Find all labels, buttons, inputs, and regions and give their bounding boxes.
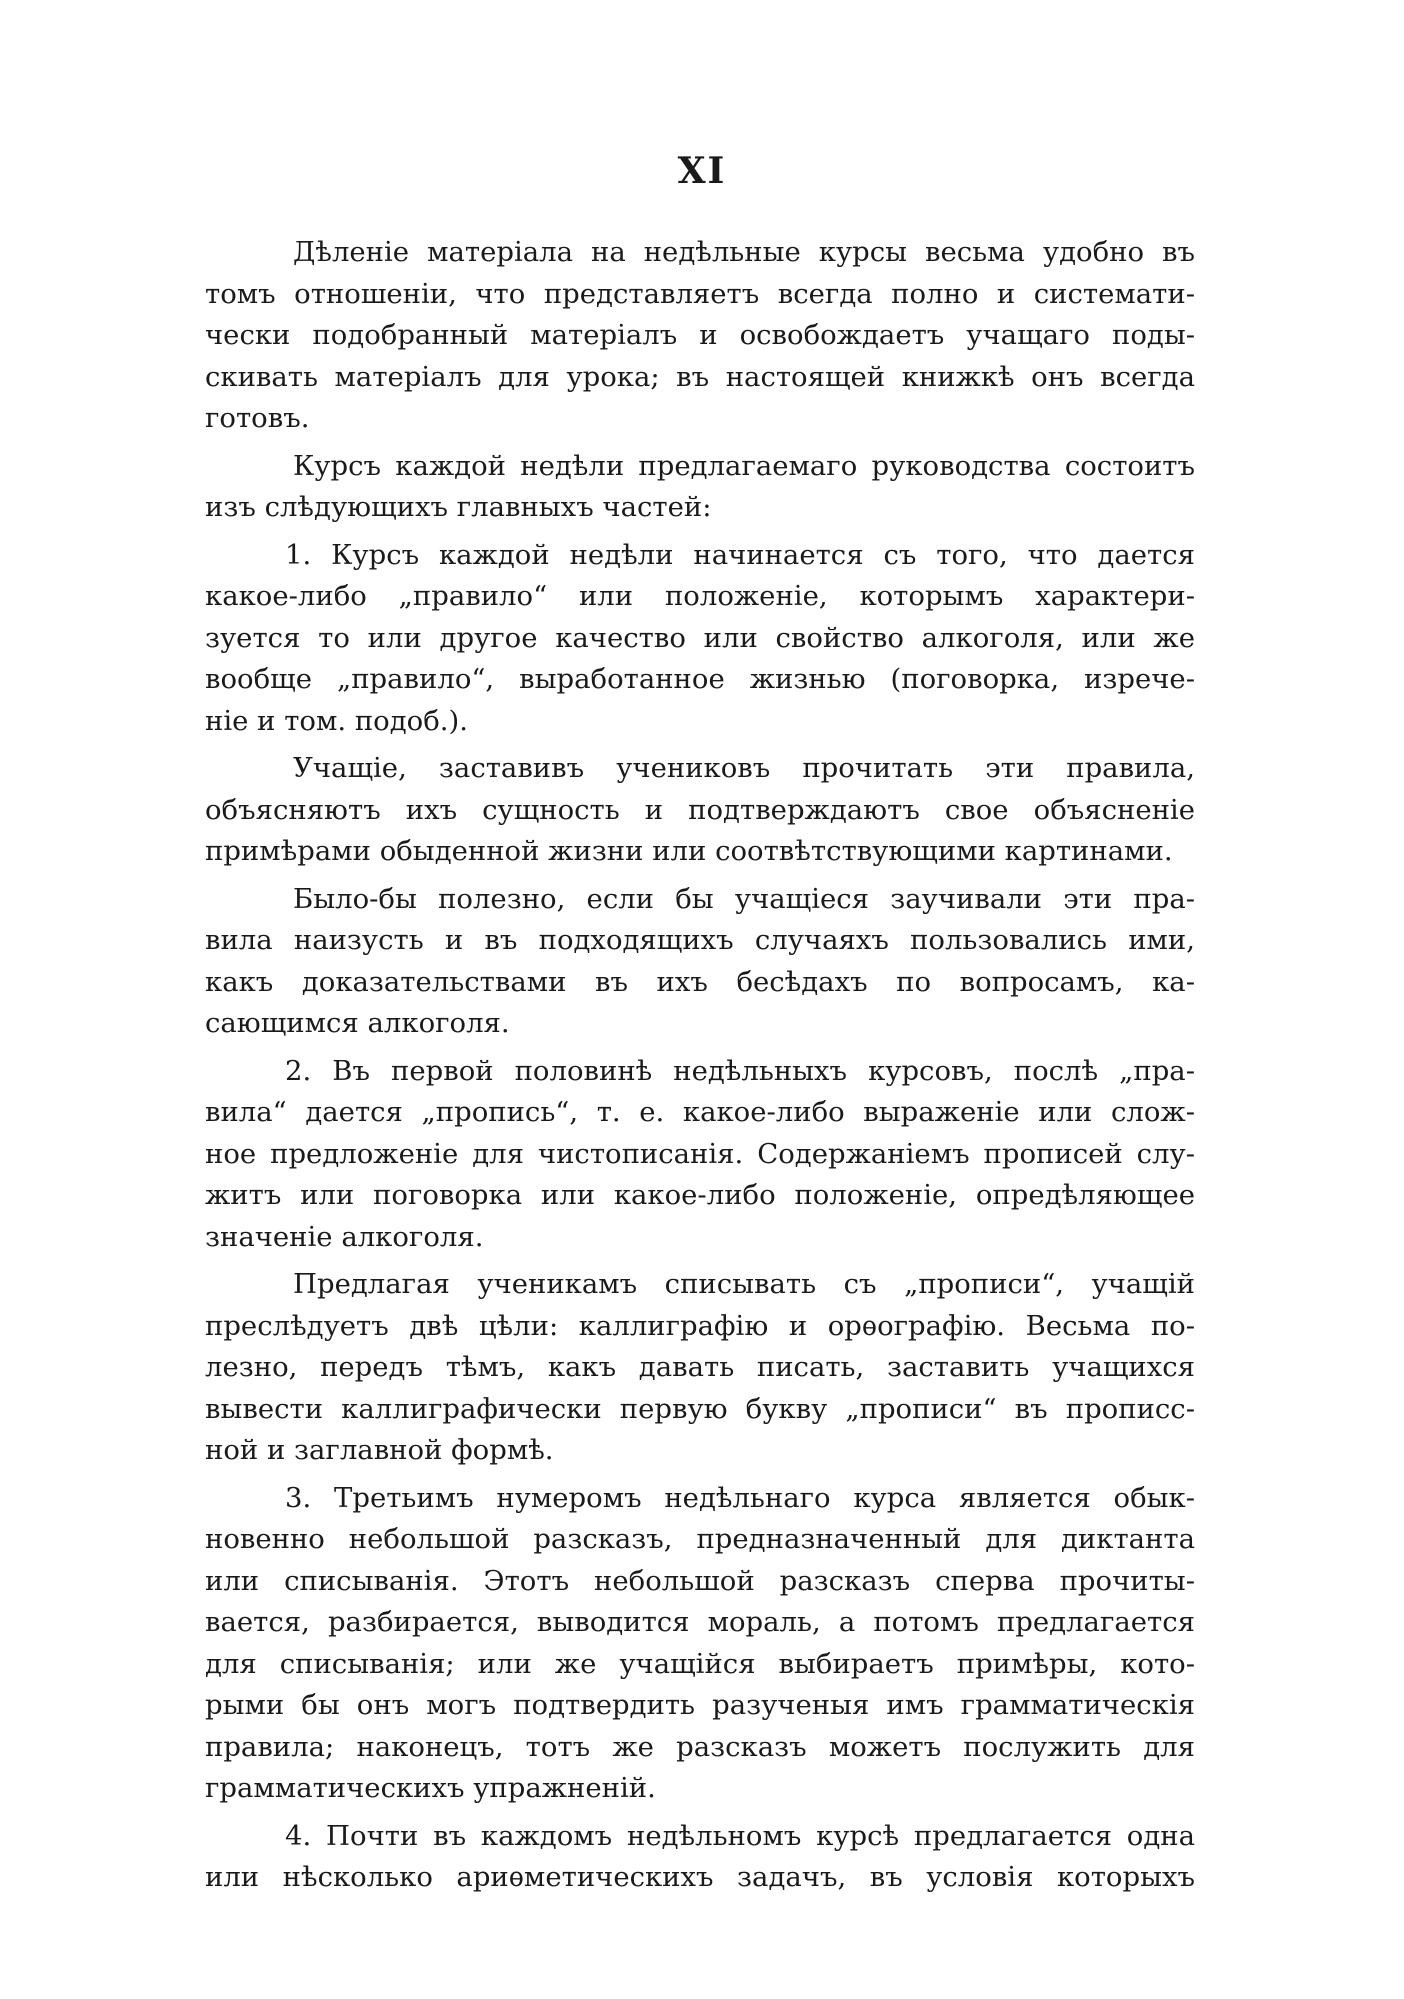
text-line: 4. Почти въ каждомъ недѣльномъ курсѣ предлагается одна: [285, 1819, 1195, 1852]
page-number: XI: [677, 150, 727, 192]
text-line: житъ или поговорка или какое-либо положеніе, опредѣляющее: [205, 1179, 1195, 1211]
numbered-item-4: [205, 1816, 1195, 1899]
text-line: зуется то или другое качество или свойство алкоголя, или же: [205, 621, 1195, 654]
text-line: Курсъ каждой недѣли предлагаемаго руководства состоитъ: [293, 449, 1195, 482]
paragraph-4: [205, 748, 1195, 873]
text-line: правила; наконецъ, тотъ же разсказъ можетъ послужить для: [205, 1730, 1195, 1763]
text-line: преслѣдуетъ двѣ цѣли: каллиграфію и орѳографію. Весьма по-: [205, 1309, 1195, 1342]
numbered-item-2: [205, 1051, 1195, 1259]
text-line: 3. Третьимъ нумеромъ недѣльнаго курса является обык-: [285, 1481, 1195, 1514]
text-line: лезно, передъ тѣмъ, какъ давать писать, заставить учащихся: [205, 1351, 1195, 1383]
text-line: Предлагая ученикамъ списывать съ „прописи“, учащій: [293, 1268, 1195, 1300]
text-line: ніе и том. подоб.).: [205, 704, 468, 737]
text-line: примѣрами обыденной жизни или соотвѣтствующими картинами.: [205, 835, 1173, 867]
numbered-item-1: [205, 535, 1195, 743]
text-line: какъ доказательствами въ ихъ бесѣдахъ по вопросамъ, ка-: [205, 965, 1195, 998]
numbered-item-3: [205, 1478, 1195, 1810]
text-line: скивать матеріалъ для урока; въ настоящей книжкѣ онъ всегда: [205, 360, 1195, 393]
text-line: вила наизусть и въ подходящихъ случаяхъ пользовались ими,: [205, 924, 1195, 956]
text-line: 2. Въ первой половинѣ недѣльныхъ курсовъ, послѣ „пра-: [285, 1054, 1195, 1087]
text-line: значеніе алкоголя.: [205, 1220, 484, 1253]
text-line: Учащіе, заставивъ учениковъ прочитать эти правила,: [293, 752, 1195, 784]
text-line: вается, разбирается, выводится мораль, а потомъ предлагается: [205, 1606, 1195, 1638]
paragraph-5: [205, 879, 1195, 1045]
paragraph-2: [205, 446, 1195, 529]
text-line: или нѣсколько ариѳметическихъ задачъ, въ условія которыхъ: [205, 1861, 1195, 1893]
text-line: или списыванія. Этотъ небольшой разсказъ сперва прочиты-: [205, 1564, 1195, 1597]
text-line: для списыванія; или же учащійся выбираетъ примѣры, кото-: [205, 1647, 1195, 1680]
paragraph-1: [205, 232, 1195, 440]
text-line: 1. Курсъ каждой недѣли начинается съ того, что дается: [285, 538, 1195, 571]
body-text: [205, 232, 1195, 1905]
text-line: объясняютъ ихъ сущность и подтверждаютъ свое объясненіе: [205, 793, 1195, 826]
text-line: ное предложеніе для чистописанія. Содержаніемъ прописей слу-: [205, 1137, 1195, 1170]
text-line: изъ слѣдующихъ главныхъ частей:: [205, 491, 712, 523]
text-line: Было-бы полезно, если бы учащіеся заучивали эти пра-: [293, 882, 1195, 915]
text-line: томъ отношеніи, что представляетъ всегда полно и системати-: [205, 277, 1195, 310]
text-line: сающимся алкоголя.: [205, 1007, 510, 1039]
text-line: какое-либо „правило“ или положеніе, которымъ характери-: [205, 580, 1195, 612]
text-line: вообще „правило“, выработанное жизнью (поговорка, изрече-: [205, 663, 1195, 695]
paragraph-7: [205, 1264, 1195, 1472]
text-line: грамматическихъ упражненій.: [205, 1772, 656, 1804]
text-line: вила“ дается „пропись“, т. е. какое-либо выраженіе или слож-: [205, 1096, 1195, 1128]
text-line: Дѣленіе матеріала на недѣльные курсы весьма удобно въ: [293, 236, 1195, 268]
text-line: вывести каллиграфически первую букву „прописи“ въ прописс-: [205, 1392, 1195, 1425]
text-line: рыми бы онъ могъ подтвердить разученыя имъ грамматическія: [205, 1689, 1195, 1721]
text-line: ной и заглавной формѣ.: [205, 1434, 554, 1466]
text-line: новенно небольшой разсказъ, предназначенный для диктанта: [205, 1523, 1195, 1555]
text-line: чески подобранный матеріалъ и освобождаетъ учащаго поды-: [205, 319, 1195, 351]
text-line: готовъ.: [205, 402, 310, 434]
